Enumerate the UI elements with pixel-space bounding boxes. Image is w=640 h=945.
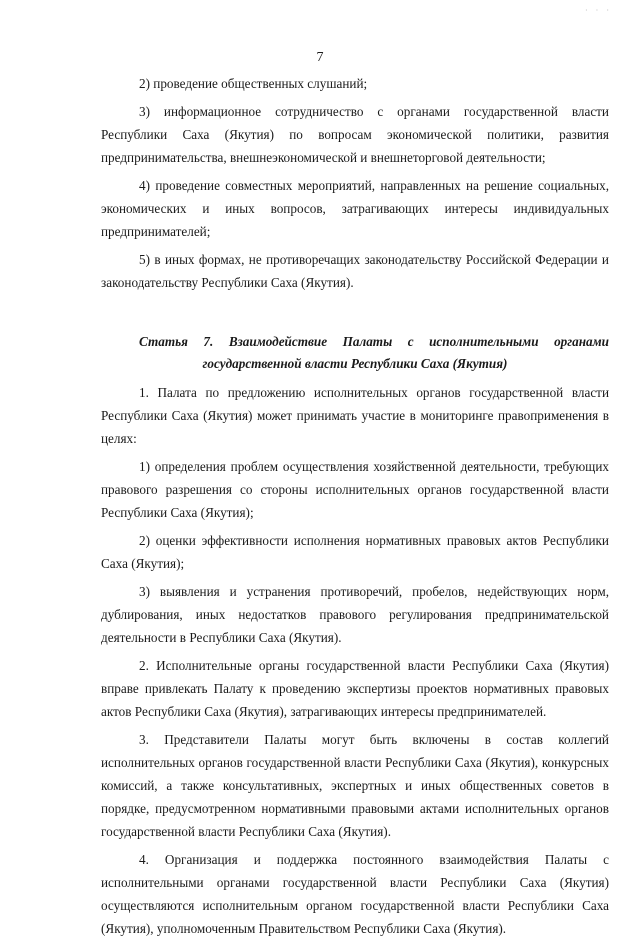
list-item: 5) в иных формах, не противоречащих законодательству Российской Федерации и законодательству Республики Саха (Якутия). xyxy=(101,252,609,290)
list-item: 3) информационное сотрудничество с органами государственной власти Республики Саха (Якутия) по вопросам экономической политики, развития предпринимательства, внешнеэкономической и внешнеторговой деятельности; xyxy=(101,104,609,165)
list-item: 2) проведение общественных слушаний; xyxy=(139,76,368,91)
article-paragraph: 4. Организация и поддержка постоянного взаимодействия Палаты с исполнительными органами государственной власти Республики Саха (Якутия) осуществляются исполнительным органом государственной власти Республики Саха (Якутия), уполномоченным Правительством Республики Саха (Якутия). xyxy=(101,852,609,936)
list-item: 4) проведение совместных мероприятий, направленных на решение социальных, экономических и иных вопросов, затрагивающих интересы индивидуальных предпринимателей; xyxy=(101,178,609,239)
corner-mark: · · · xyxy=(585,6,612,15)
article-paragraph: 3. Представители Палаты могут быть включены в состав коллегий исполнительных органов государственной власти Республики Саха (Якутия), конкурсных комиссий, а также консультативных, экспертных и иных общественных советов в порядке, предусмотренном нормативными правовыми актами исполнительных органов государственной власти Республики Саха (Якутия). xyxy=(101,732,609,839)
article-paragraph: 1) определения проблем осуществления хозяйственной деятельности, требующих правового разрешения со стороны исполнительных органов государственной власти Республики Саха (Якутия); xyxy=(101,459,609,520)
article-heading: Статья 7. Взаимодействие Палаты с исполнительными органами государственной власти Республики Саха (Якутия) xyxy=(139,334,609,371)
section-spacer xyxy=(101,299,609,331)
article-paragraph: 1. Палата по предложению исполнительных органов государственной власти Республики Саха (Якутия) может принимать участие в мониторинге правоприменения в целях: xyxy=(101,385,609,446)
document-body xyxy=(101,72,609,945)
page-number: 7 xyxy=(316,50,324,65)
article-paragraph: 2) оценки эффективности исполнения нормативных правовых актов Республики Саха (Якутия); xyxy=(101,533,609,571)
article-paragraph: 2. Исполнительные органы государственной власти Республики Саха (Якутия) вправе привлекать Палату к проведению экспертизы проектов нормативных правовых актов Республики Саха (Якутия), затрагивающих интересы предпринимателей. xyxy=(101,658,609,719)
article-paragraph: 3) выявления и устранения противоречий, пробелов, недействующих норм, дублирования, иных недостатков правового регулирования предпринимательской деятельности в Республики Саха (Якутия). xyxy=(101,584,609,645)
